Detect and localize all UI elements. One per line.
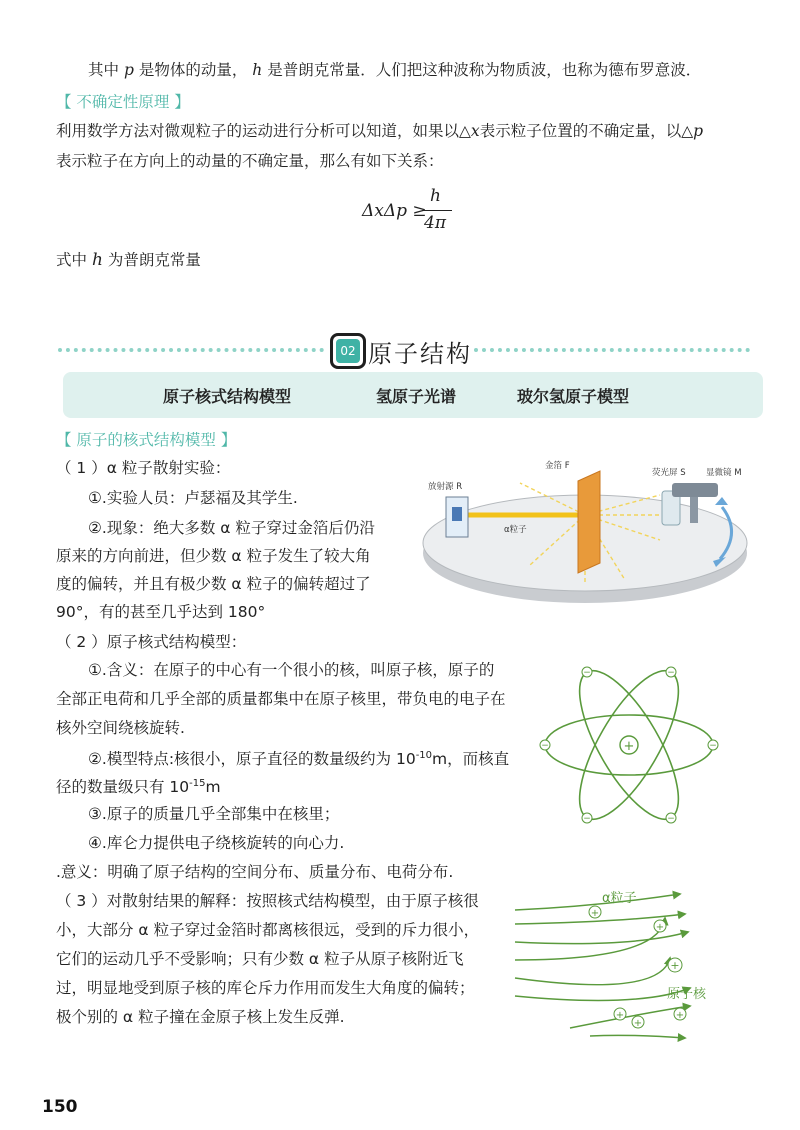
uncertainty-note [56,250,201,270]
gold-nucleus-plus: + [670,959,680,972]
text: 径的数量级只有 10 [56,778,190,797]
s2-d: ④.库仑力提供电子绕核旋转的向心力. [88,834,345,852]
symbol-h: h [91,250,103,270]
alpha-particle-4: + [633,1018,643,1029]
scattering-apparatus-illustration [410,455,750,605]
text: 利用数学方法对微观粒子的运动进行分析可以知道，如果以 [56,122,460,140]
section-title: 原子结构 [368,340,472,368]
para-matter-wave [88,60,701,80]
uncertainty-line-1 [56,121,703,141]
text: ②.模型特点:核很小，原子直径的数量级约为 10 [88,750,416,769]
formula-lhs: ΔxΔp ≥ [362,201,427,221]
s1-a: ①.实验人员：卢瑟福及其学生. [88,489,298,507]
label-foil: 金箔 F [545,461,570,471]
label-screen: 荧光屏 S [652,468,686,478]
text: 是普朗克常量．人们把这种波称为物质波，也称为德布罗意波． [267,61,702,79]
symbol-dx: △x [459,122,480,140]
electron-4: − [667,668,675,678]
rotation-arrow-head-top [715,497,728,505]
s3-4: 过，明显地受到原子核的库仑斥力作用而发生大角度的偏转； [56,979,475,997]
microscope-body [672,483,718,497]
symbol-h: h [252,61,263,79]
label-microscope: 显微镜 M [706,468,742,478]
s2-a-2: 全部正电荷和几乎全部的质量都集中在原子核里，带负电的电子在 [56,690,506,708]
topic-bohr-model: 玻尔氢原子模型 [517,387,630,406]
source-window [452,507,462,521]
text: 是物体的动量， [138,61,248,79]
electron-5: − [583,814,591,824]
text: m [205,778,221,797]
s1-b-2: 原来的方向前进，但少数 α 粒子发生了较大角 [56,547,371,565]
s1-b-3: 度的偏转，并且有极少数 α 粒子的偏转超过了 [56,575,371,593]
s2-b-2 [56,774,221,797]
topic-nuclear-model: 原子核式结构模型 [163,387,292,406]
fraction-bar [422,210,452,211]
s2-b-1 [88,746,509,769]
electron-1: − [541,741,549,751]
microscope-stand [690,497,698,523]
s3-3: 它们的运动几乎不受影响；只有少数 α 粒子从原子核附近飞 [56,950,464,968]
nucleus-plus: + [623,739,635,754]
s2-a-1: ①.含义：在原子的中心有一个很小的核，叫原子核，原子的 [88,661,495,679]
s2-title: （ 2 ）原子核式结构模型： [56,633,247,651]
formula-numerator: h [430,186,441,206]
label-alpha: α粒子 [504,525,527,535]
section-number: 02 [336,339,360,363]
alpha-particle-2: + [655,922,665,933]
text: m，而核直 [432,750,510,769]
s3-2: 小，大部分 α 粒子穿过金箔时都离核很远，受到的斥力很小， [56,921,480,939]
s1-title: （ 1 ）α 粒子散射实验： [56,459,231,477]
label-alpha-particle: α粒子 [602,891,637,906]
atom-model-illustration [538,652,720,838]
scattering-trajectory-illustration [510,888,707,1038]
symbol-p: p [123,61,134,79]
electron-3: − [583,668,591,678]
s1-b-4: 90°，有的甚至几乎达到 180° [56,603,266,621]
section-number-badge [330,333,366,369]
gold-foil [578,471,600,573]
electron-6: − [667,814,675,824]
meaning: .意义：明确了原子结构的空间分布、质量分布、电荷分布. [56,863,454,881]
exponent: -10 [415,750,433,761]
text: 为普朗克常量 [107,251,201,269]
s3-1: （ 3 ）对散射结果的解释：按照核式结构模型，由于原子核很 [56,892,479,910]
nuclear-heading: 【 原子的核式结构模型 】 [56,431,237,449]
s2-a-3: 核外空间绕核旋转. [56,719,185,737]
alpha-particle-3: + [615,1010,625,1021]
topic-hydrogen-spectrum: 氢原子光谱 [376,387,457,406]
label-nucleus: 原子核 [667,987,707,1002]
label-source: 放射源 R [428,482,463,492]
exponent: -15 [189,778,206,789]
uncertainty-heading: 【 不确定性原理 】 [56,93,190,111]
s2-c: ③.原子的质量几乎全部集中在核里； [88,805,340,823]
text: 式中 [56,251,88,269]
page-number: 150 [42,1097,78,1117]
section-divider-right [474,348,750,352]
text: 其中 [88,61,120,79]
s1-b-1: ②.现象：绝大多数 α 粒子穿过金箔后仍沿 [88,519,375,537]
formula-denominator: 4π [424,213,446,233]
section-divider-left [58,348,324,352]
s3-5: 极个别的 α 粒子撞在金原子核上发生反弹. [56,1008,345,1026]
alpha-particle-1: + [590,908,600,919]
electron-2: − [709,741,717,751]
uncertainty-formula [362,188,472,234]
text: 表示粒子位置的不确定量，以 [479,122,682,140]
symbol-dp: △p [681,122,704,140]
uncertainty-line-2: 表示粒子在方向上的动量的不确定量，那么有如下关系： [56,152,444,170]
trajectories [515,894,690,1038]
alpha-particle-5: + [675,1010,685,1021]
